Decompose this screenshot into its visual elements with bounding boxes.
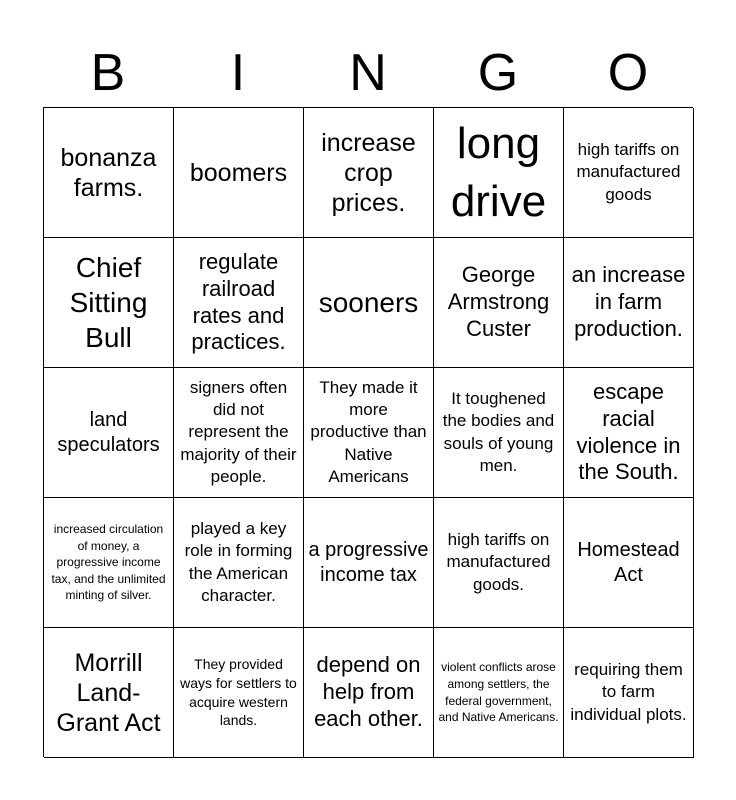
bingo-cell-r4-c5[interactable] xyxy=(564,498,694,628)
cell-text: They provided ways for settlers to acquire western lands. xyxy=(180,655,297,729)
bingo-cell-r3-c2[interactable] xyxy=(174,368,304,498)
cell-text: George Armstrong Custer xyxy=(447,262,550,341)
cell-text: a progressive income tax xyxy=(308,538,429,586)
header-letter-i: I xyxy=(230,44,246,102)
cell-text: high tariffs on manufactured goods xyxy=(576,140,681,204)
bingo-cell-r1-c1[interactable] xyxy=(44,108,174,238)
header-letter-o: O xyxy=(607,44,649,102)
bingo-cell-r1-c3[interactable] xyxy=(304,108,434,238)
cell-text: increased circulation of money, a progressive income tax, and the unlimited minting of silver. xyxy=(51,522,166,603)
bingo-cell-r3-c5[interactable] xyxy=(564,368,694,498)
cell-text: long drive xyxy=(450,119,547,226)
cell-text: signers often did not represent the majority of their people. xyxy=(180,378,297,486)
bingo-cell-r1-c5[interactable] xyxy=(564,108,694,238)
cell-text: requiring them to farm individual plots. xyxy=(570,660,687,724)
cell-text: played a key role in forming the American character. xyxy=(184,519,293,605)
cell-text: It toughened the bodies and souls of young men. xyxy=(442,389,555,475)
bingo-cell-r5-c5[interactable] xyxy=(564,628,694,758)
bingo-cell-r2-c2[interactable] xyxy=(174,238,304,368)
cell-text: land speculators xyxy=(57,408,160,456)
bingo-cell-r5-c3[interactable] xyxy=(304,628,434,758)
bingo-cell-r5-c4[interactable] xyxy=(434,628,564,758)
bingo-cell-r5-c2[interactable] xyxy=(174,628,304,758)
cell-text: an increase in farm production. xyxy=(571,262,686,341)
cell-text: sooners xyxy=(318,287,419,318)
header-letter-b: B xyxy=(90,44,126,102)
cell-text: Morrill Land-Grant Act xyxy=(56,648,161,737)
bingo-cell-r2-c5[interactable] xyxy=(564,238,694,368)
cell-text: They made it more productive than Native Americans xyxy=(310,378,427,486)
bingo-cell-r4-c3[interactable] xyxy=(304,498,434,628)
bingo-cell-r3-c4[interactable] xyxy=(434,368,564,498)
bingo-cell-r2-c1[interactable] xyxy=(44,238,174,368)
bingo-cell-r5-c1[interactable] xyxy=(44,628,174,758)
bingo-cell-r4-c4[interactable] xyxy=(434,498,564,628)
bingo-cell-r1-c4[interactable] xyxy=(434,108,564,238)
header-letter-n: N xyxy=(349,44,387,102)
bingo-cell-r4-c2[interactable] xyxy=(174,498,304,628)
bingo-cell-r2-c3[interactable] xyxy=(304,238,434,368)
bingo-cell-r4-c1[interactable] xyxy=(44,498,174,628)
bingo-cell-r1-c2[interactable] xyxy=(174,108,304,238)
cell-text: Homestead Act xyxy=(577,538,680,586)
cell-text: Chief Sitting Bull xyxy=(69,252,148,353)
cell-text: escape racial violence in the South. xyxy=(576,378,681,485)
bingo-cell-r2-c4[interactable] xyxy=(434,238,564,368)
cell-text: bonanza farms. xyxy=(60,143,157,202)
bingo-grid xyxy=(43,107,693,757)
cell-text: violent conflicts arose among settlers, the federal government, and Native Americans. xyxy=(438,660,559,725)
bingo-cell-r3-c3[interactable] xyxy=(304,368,434,498)
cell-text: regulate railroad rates and practices. xyxy=(191,248,286,355)
cell-text: boomers xyxy=(189,158,288,187)
header-letter-g: G xyxy=(477,44,519,102)
bingo-header xyxy=(43,40,693,106)
cell-text: depend on help from each other. xyxy=(314,652,423,731)
bingo-cell-r3-c1[interactable] xyxy=(44,368,174,498)
cell-text: high tariffs on manufactured goods. xyxy=(446,530,551,594)
cell-text: increase crop prices. xyxy=(321,128,416,217)
